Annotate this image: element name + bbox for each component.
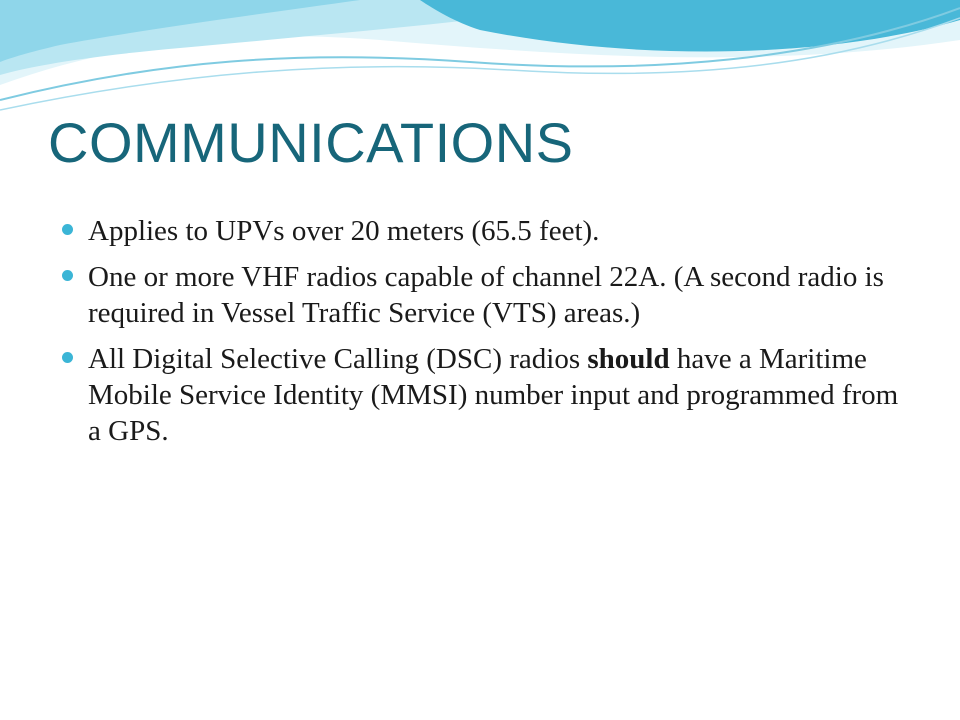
bullet-text: Applies to UPVs over 20 meters (65.5 feet). [88, 215, 600, 247]
bullet-list [62, 213, 912, 459]
bullet-text: One or more VHF radios capable of channel 22A. (A second radio is required in Vessel Traffic Service (VTS) areas.) [88, 261, 884, 329]
bullet-text-pre: All Digital Selective Calling (DSC) radios [88, 343, 588, 375]
bullet-item [62, 213, 912, 249]
bullet-dot-icon [62, 270, 73, 281]
bullet-item [62, 341, 912, 449]
bullet-dot-icon [62, 352, 73, 363]
bullet-text-post: have a Maritime Mobile Service Identity (MMSI) number input and programmed from a GPS. [88, 343, 899, 447]
slide-title: COMMUNICATIONS [48, 111, 574, 174]
bullet-item [62, 259, 912, 331]
bullet-dot-icon [62, 224, 73, 235]
bullet-emphasis: should [587, 343, 670, 375]
